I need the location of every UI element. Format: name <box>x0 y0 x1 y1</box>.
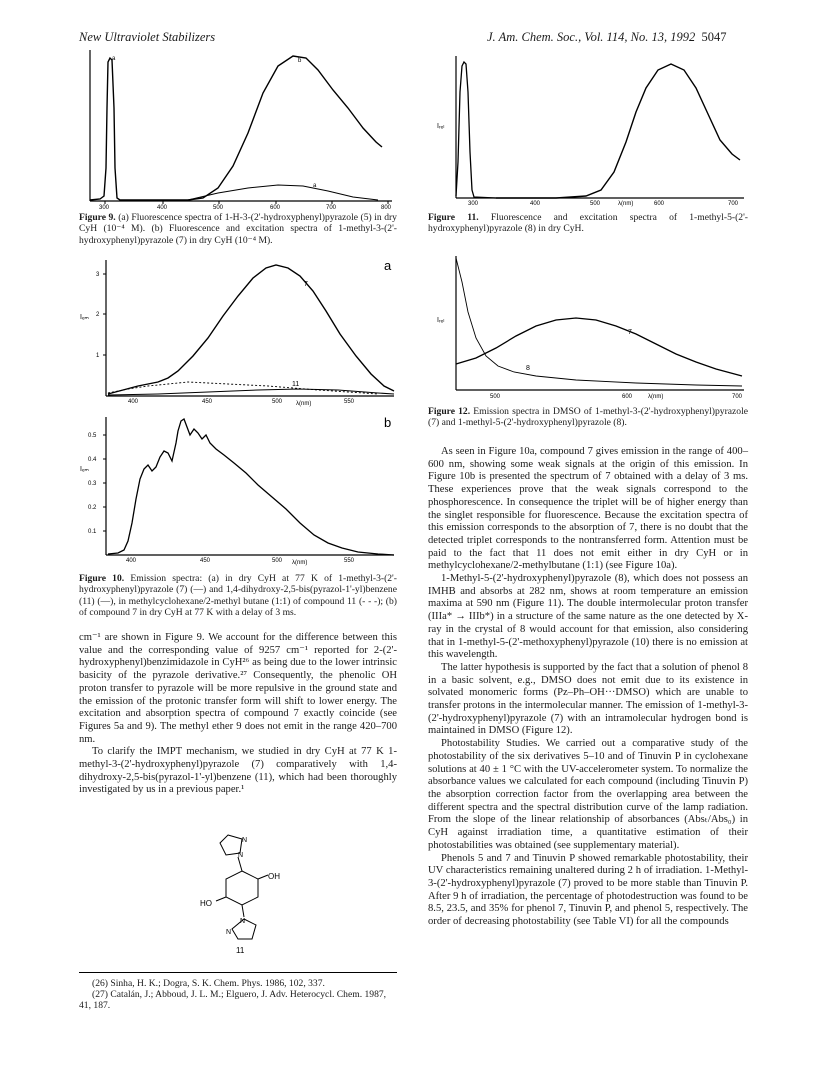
right-paragraph-2: 1-Methyl-5-(2'-hydroxyphenyl)pyrazole (8), which does not possess an IMHB and absorbs at 282 nm, shows at room temperature an emission maxima at 590 nm (Figure 11). The double intermolecular proton transfer (IIIa* → IIIb*) in a structure of the same nature as the one detected by X-ray in the crystal of 8 would account for that emission, also considering that in 1-methyl-5-(2'-methoxyphenyl)pyrazole (10) there is no emission at this wavelength. <box>428 573 748 661</box>
fig11-xlabel: λ(nm) <box>618 201 634 207</box>
fig10-caption-text: Emission spectra: (a) in dry CyH at 77 K of 1-methyl-3-(2'-hydroxyphenyl)pyrazole (7) (—) and 1,4-dihydroxy-2,5-bis(pyrazol-1'-yl)benzene (11) (—), in methylcyclohexane/2-methyl butane (1:1) of compound 11 (- - -); (b) of compound 7 in dry CyH at 77 K with a delay of 3 ms. <box>79 573 397 619</box>
fig12-label-8: 8 <box>526 365 530 372</box>
left-column-text <box>79 632 397 797</box>
figure-10a-plot <box>78 256 398 408</box>
fig11-xtick-400: 400 <box>530 201 541 207</box>
fig10-caption-label: Figure 10. <box>79 573 125 584</box>
fig10b-ytick-03: 0.3 <box>88 481 97 487</box>
right-paragraph-4: Photostability Studies. We carried out a comparative study of the photostability of the six derivatives 5–10 and of Tinuvin P in cyclohexane solutions at 40 ± 1 °C with the UV-accelerometer system. To normalize the absorbance values we calculated for each compound (including Tinuvin P) the absorption correction factor from the overlapping area between the different spectra and the spectral distribution curve of the lamp radiation. From the slope of the linear relationship of absorbances (Absₜ/Abs₀) in CyH against irradiation time, a quantitative estimation of their photostabilities was obtained (see supplementary material). <box>428 738 748 851</box>
structure-oh: OH <box>268 872 280 881</box>
fig9-xtick-400: 400 <box>157 205 168 210</box>
fig10a-label-7: 7 <box>304 281 308 288</box>
fig11-xtick-700: 700 <box>728 201 739 207</box>
right-column-text <box>428 446 748 929</box>
fig10a-xtick-400: 400 <box>128 399 139 405</box>
fig11-caption-text: Fluorescence and excitation spectra of 1-methyl-5-(2'-hydroxyphenyl)pyrazole (8) in dry CyH. <box>428 212 748 235</box>
running-header-title: New Ultraviolet Stabilizers <box>79 30 216 44</box>
fig9-label-a-top: a <box>112 56 116 62</box>
fig10b-ytick-01: 0.1 <box>88 529 97 535</box>
fig10a-ytick-1: 1 <box>96 353 100 359</box>
fig12-caption-label: Figure 12. <box>428 406 471 417</box>
fig9-xtick-800: 800 <box>381 205 392 210</box>
fig10b-ylabel: Iₑₘ <box>80 466 89 473</box>
fig10b-xtick-400: 400 <box>126 558 137 564</box>
fig10b-xtick-550: 550 <box>344 558 355 564</box>
figure-11-caption <box>428 212 748 235</box>
fig10a-ytick-3: 3 <box>96 272 100 278</box>
compound-11-structure <box>198 833 288 958</box>
right-paragraph-1: As seen in Figure 10a, compound 7 gives emission in the range of 400–600 nm, showing some weak signals at the origin of this emission. In Figure 10b is presented the spectrum of 7 obtained with a delay of 3 ms. These experiences prove that the weak signals correspond to the phosphorescence. In consequence the triplet will be of higher energy than the singlet responsible for fluorescence. Because the excitation spectra of this emission corresponds to the absorption of 7, there is no doubt that the detected triplet corresponds to the nontransferred form. Attention must be paid to the fact that 11 does not emit either in dry CyH or in methylcyclohexane/2-methylbutane (1:1) (see Figure 10a). <box>428 446 748 572</box>
fig12-label-7: 7 <box>628 329 632 336</box>
fig12-xlabel: λ(nm) <box>648 394 664 400</box>
left-paragraph-1: cm⁻¹ are shown in Figure 9. We account for the difference between this value and the corresponding value of 9257 cm⁻¹ reported for 2-(2'-hydroxyphenyl)benzimidazole in CyH²⁶ as being due to the lower intrinsic basicity of the pyrazole derivative.²⁷ Consequently, the phenolic OH proton transfer to pyrazole will be more repulsive in the ground state and the emission of the protonic transfer form will shift to lower energy. The excitation and absorption spectra of compound 7 exactly coincide (see Figures 5a and 9). The methyl ether 9 does not emit in the range 420–700 nm. <box>79 632 397 745</box>
figure-10b-plot <box>78 413 398 568</box>
footnote-26: (26) Sinha, H. K.; Dogra, S. K. Chem. Phys. 1986, 102, 337. <box>92 978 325 989</box>
fig11-xtick-300: 300 <box>468 201 479 207</box>
fig10b-panel-label: b <box>384 415 392 430</box>
fig11-xtick-600: 600 <box>654 201 665 207</box>
structure-n-bottom-2: N <box>226 929 232 936</box>
fig9-curve-a <box>90 58 188 200</box>
page-number: 5047 <box>701 30 727 44</box>
fig10b-xlabel: λ(nm) <box>292 560 308 566</box>
figure-12-plot <box>436 252 752 402</box>
fig10b-curve-7 <box>108 419 394 555</box>
figure-10-caption <box>79 573 397 619</box>
structure-n-bottom-1: N <box>240 918 246 925</box>
running-header-journal <box>487 30 726 45</box>
fig10a-panel-label: a <box>384 258 392 273</box>
fig10a-curve-7 <box>108 265 394 394</box>
fig10b-xtick-450: 450 <box>200 558 211 564</box>
fig9-curve-b-excitation <box>188 185 378 200</box>
fig10a-ytick-2: 2 <box>96 312 100 318</box>
fig10b-ytick-05: 0.5 <box>88 433 97 439</box>
structure-n-top-2: N <box>242 837 248 844</box>
footnote-rule <box>79 972 397 973</box>
fig9-xtick-500: 500 <box>213 205 224 210</box>
fig9-xtick-600: 600 <box>270 205 281 210</box>
figure-9-plot <box>78 48 398 210</box>
figure-9-caption <box>79 212 397 246</box>
right-paragraph-5: Phenols 5 and 7 and Tinuvin P showed remarkable photostability, their UV characteristics remaining unaltered during 2 h of irradiation. 1-Methyl-3-(2'-hydroxyphenyl)pyrazole (7) proved to be more stable than Tinuvin P. After 9 h of irradiation, the percentage of photodestruction was found to be 8.5, 23.5, and 35% for phenol 7, Tinuvin P, and phenol 5, respectively. The order of decreasing photostability (see Table VI) for all the compounds <box>428 852 748 928</box>
right-paragraph-3: The latter hypothesis is supported by the fact that a solution of phenol 8 in a basic solvent, e.g., DMSO does not emit due to its existence in solvated monomeric forms (Pz–Ph–OH···DMSO) which are unable to transfer protons in the intermolecular manner. The emission of 1-methyl-3-(2'-hydroxyphenyl)pyrazole (7) with an intramolecular hydrogen bond is maintained in DMSO (Figure 12). <box>428 661 748 737</box>
fig12-xtick-500: 500 <box>490 394 501 400</box>
fig12-caption-text: Emission spectra in DMSO of 1-methyl-3-(2'-hydroxyphenyl)pyrazole (7) and 1-methyl-5-(2'-hydroxyphenyl)pyrazole (8). <box>428 406 748 429</box>
fig11-ylabel: Iᵣₑₗ <box>437 123 445 130</box>
fig9-curve-b-emission <box>188 56 382 200</box>
footnote-27: (27) Catalán, J.; Abboud, J. L. M.; Elguero, J. Adv. Heterocycl. Chem. 1987, 41, 187. <box>79 989 387 1012</box>
structure-number: 11 <box>236 946 245 955</box>
fig11-curve-emission <box>496 64 740 198</box>
fig10a-xtick-450: 450 <box>202 399 213 405</box>
fig10a-xtick-500: 500 <box>272 399 283 405</box>
fig10a-label-11: 11 <box>292 381 300 388</box>
fig10b-ytick-02: 0.2 <box>88 505 97 511</box>
fig11-curve-excitation <box>456 62 496 198</box>
fig12-curve-8 <box>456 258 742 386</box>
fig9-caption-text: (a) Fluorescence spectra of 1-H-3-(2'-hydroxyphenyl)pyrazole (5) in dry CyH (10⁻⁴ M). (b) Fluorescence and excitation spectra of 1-methyl-3-(2'-hydroxyphenyl)pyrazole (7) in dry CyH (10⁻⁴ M). <box>79 212 397 246</box>
fig10a-ylabel: Iₑₘ <box>80 314 89 321</box>
fig11-caption-label: Figure 11. <box>428 212 479 223</box>
journal-citation: J. Am. Chem. Soc., Vol. 114, No. 13, 1992 <box>487 30 696 44</box>
fig9-label-b: b <box>298 58 302 64</box>
fig10b-xtick-500: 500 <box>272 558 283 564</box>
figure-12-caption <box>428 406 748 429</box>
structure-ho: HO <box>200 899 212 908</box>
figure-11-plot <box>436 52 752 208</box>
fig10a-xlabel: λ(nm) <box>296 401 312 407</box>
footnotes <box>79 978 397 1012</box>
left-paragraph-2: To clarify the IMPT mechanism, we studied in dry CyH at 77 K 1-methyl-3-(2'-hydroxyphenyl)pyrazole (7) comparatively with 1,4-dihydroxy-2,5-bis(pyrazol-1'-yl)benzene (11), which had been thoroughly investigated by us in a previous paper.¹ <box>79 746 397 796</box>
fig10a-xtick-550: 550 <box>344 399 355 405</box>
structure-n-top-1: N <box>238 852 244 859</box>
fig12-ylabel: Iᵣₑₗ <box>437 317 445 324</box>
fig11-xtick-500: 500 <box>590 201 601 207</box>
fig9-caption-label: Figure 9. <box>79 212 116 223</box>
fig9-xtick-300: 300 <box>99 205 110 210</box>
fig12-curve-7 <box>456 318 742 376</box>
fig9-xtick-700: 700 <box>326 205 337 210</box>
fig12-xtick-600: 600 <box>622 394 633 400</box>
fig9-label-a-low: a <box>313 183 317 189</box>
fig12-xtick-700: 700 <box>732 394 743 400</box>
fig10b-ytick-04: 0.4 <box>88 457 97 463</box>
